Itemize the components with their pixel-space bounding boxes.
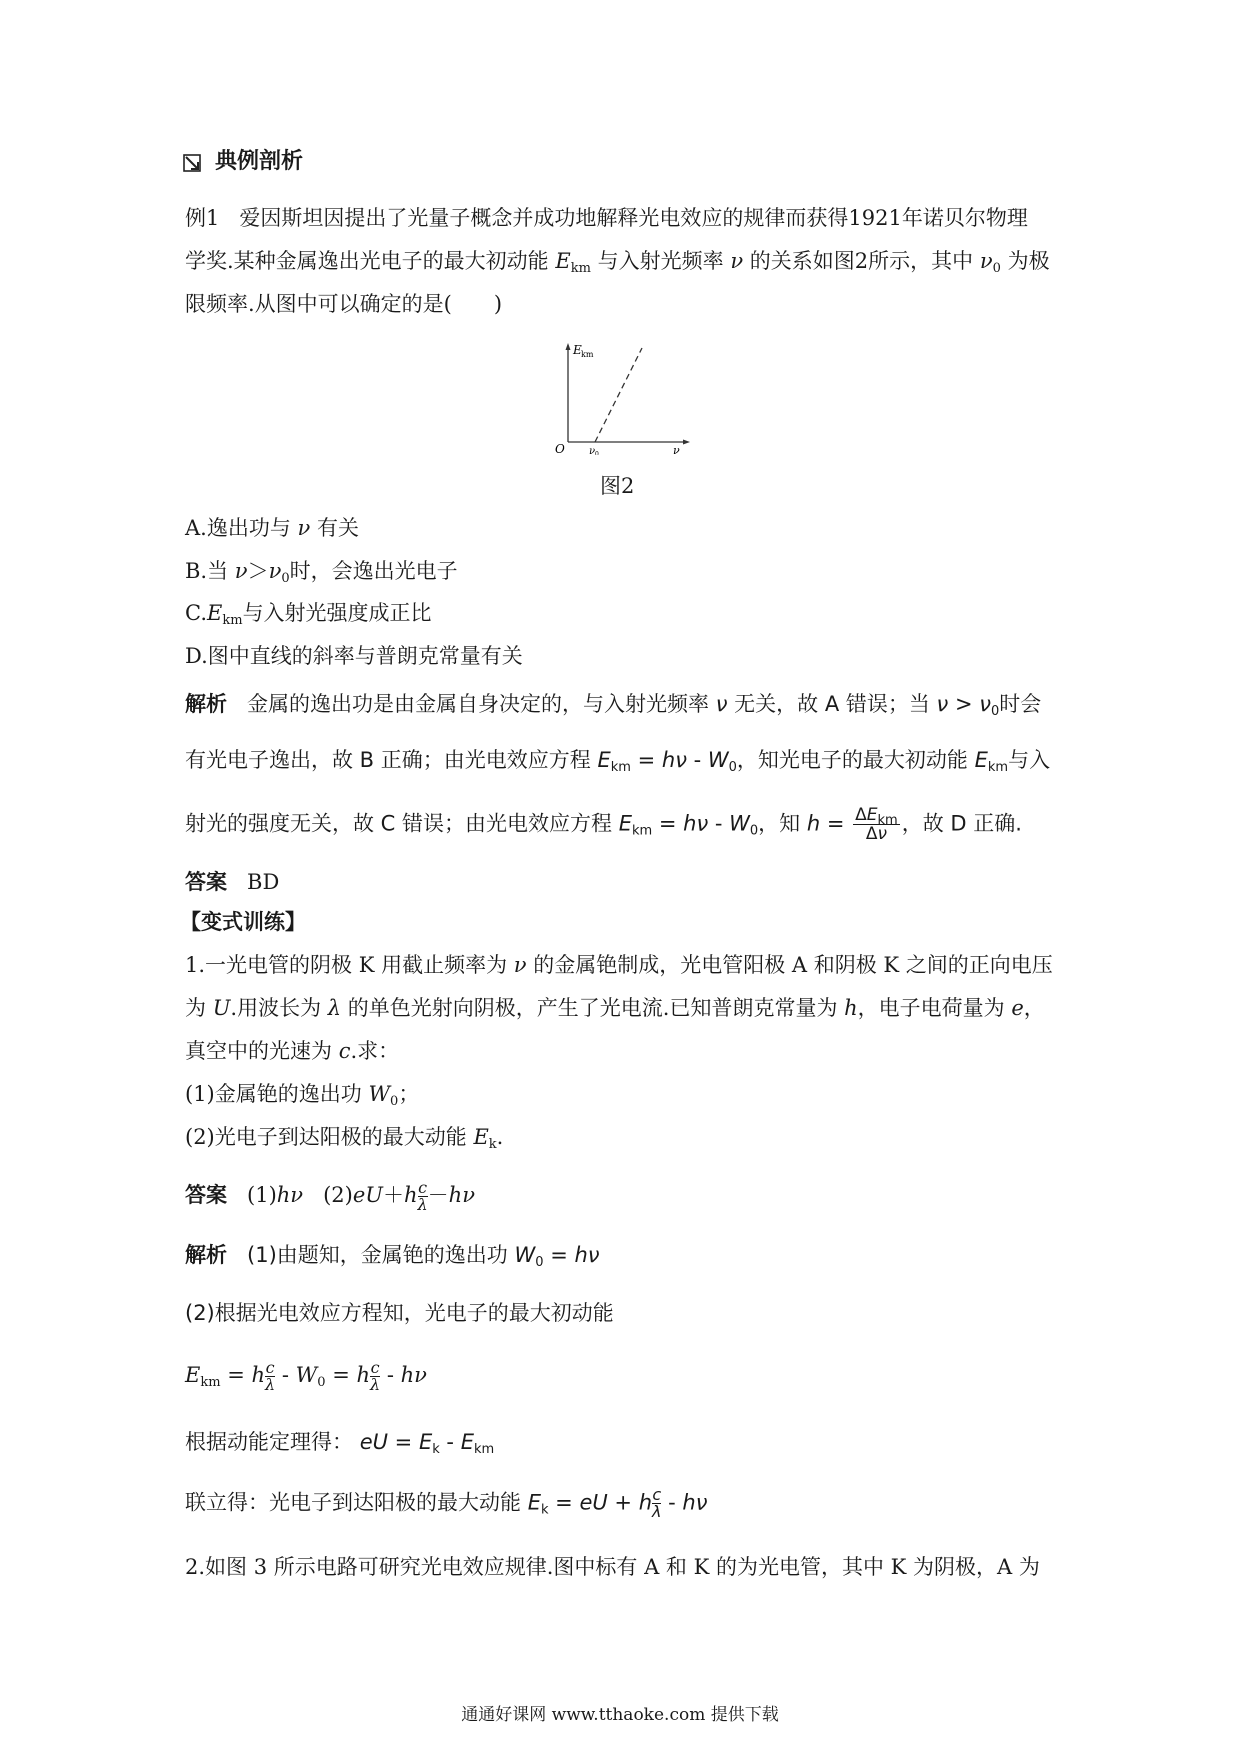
- q2-line-1: 2.如图 3 所示电路可研究光电效应规律.图中标有 A 和 K 的为光电管，其中 K 为阴极，A 为: [185, 1555, 1040, 1579]
- q1-part-1: (1)金属铯的逸出功 $W_0$；: [185, 1082, 420, 1109]
- y-axis-label: E: [573, 343, 582, 357]
- x-tick-label: ν: [589, 446, 596, 455]
- variant-title: 【变式训练】: [180, 910, 306, 934]
- analysis2-label: 解析: [185, 1243, 227, 1267]
- answer1-label: 答案: [185, 870, 227, 894]
- footer: 通通好课网 www.tthaoke.com 提供下载: [461, 1705, 779, 1725]
- q1-line-2: 为 U.用波长为 λ 的单色光射向阴极，产生了光电流.已知普朗克常量为 h，电子电荷量为 e，: [185, 996, 1045, 1020]
- option-d: D.图中直线的斜率与普朗克常量有关: [185, 644, 523, 668]
- figure-caption: 图2: [600, 474, 635, 498]
- x-axis-arrow: [683, 440, 690, 445]
- answer1: [185, 867, 279, 897]
- y-axis-arrow: [566, 343, 571, 350]
- y-axis-label-sub: km: [581, 350, 594, 359]
- example-label: 例1: [185, 206, 220, 230]
- answer1-value: BD: [247, 870, 280, 894]
- analysis1-line-1: 解析 金属的逸出功是由金属自身决定的，与入射光频率 ν 无关，故 A 错误；当 $\nu > \nu_0$时会: [185, 692, 1042, 719]
- answer2: 答案 (1)hν (2)eU＋h $\frac{c}{\lambda}$ －hν: [185, 1178, 475, 1214]
- answer2-label: 答案: [185, 1183, 227, 1207]
- analysis2-line-1: 解析 (1)由题知，金属铯的逸出功 $W_0 = h\nu$: [185, 1243, 600, 1270]
- analysis2-line-2: (2)根据光电效应方程知，光电子的最大初动能: [185, 1301, 614, 1325]
- analysis1-line-2: 有光电子逸出，故 B 正确；由光电效应方程 $E_{km} = h\nu - W_0$，知光电子的最大初动能 $E_{km}$与入: [185, 748, 1051, 775]
- analysis2-equation: $E_{km} = h$ $\frac{c}{\lambda}$ - $W_0 = h$ $\frac{c}{\lambda}$ - hν: [185, 1358, 427, 1394]
- analysis2-line-4: 根据动能定理得： eU = $E_k - E_{km}$: [185, 1430, 495, 1457]
- option-c: $C.E_{km}$与入射光强度成正比: [185, 601, 432, 628]
- section-marker-icon: [183, 154, 201, 172]
- x-axis-label: ν: [673, 444, 680, 455]
- example-line-2: 学奖.某种金属逸出光电子的最大初动能 $E_{km}$ 与入射光频率 ν 的关系如图2所示，其中 $\nu_0$ 为极: [185, 249, 1050, 276]
- q1-part-2: (2)光电子到达阳极的最大动能 $E_k$.: [185, 1125, 504, 1152]
- q1-line-3: 真空中的光速为 c.求：: [185, 1039, 400, 1063]
- example-line-1: 例1 爱因斯坦因提出了光量子概念并成功地解释光电效应的规律而获得1921年诺贝尔物理: [185, 206, 1028, 230]
- ekm-frequency-graph: [545, 340, 695, 455]
- example-line-3: 限频率.从图中可以确定的是( ): [185, 292, 503, 316]
- ekm-line: [595, 348, 642, 442]
- origin-label: O: [555, 442, 565, 455]
- analysis1-line-3: 射光的强度无关，故 C 错误；由光电效应方程 $E_{km} = h\nu - W_0$，知 h = $\frac{\Delta E_{km}}{\Delta\nu}$ ，故 D 正确.: [185, 805, 1022, 844]
- option-b: B.当 $\nu>\nu_0$时，会逸出光电子: [185, 559, 458, 586]
- analysis1-label: 解析: [185, 692, 227, 716]
- analysis2-line-5: 联立得：光电子到达阳极的最大动能 $E_k$ = eU + h $\frac{c}{\lambda}$ - hν: [185, 1485, 708, 1521]
- planck-fraction: $\frac{\Delta E_{km}}{\Delta\nu}$: [855, 805, 898, 844]
- section-title: 典例剖析: [215, 149, 304, 174]
- q1-line-1: 1.一光电管的阴极 K 用截止频率为 ν 的金属铯制成，光电管阳极 A 和阴极 K 之间的正向电压: [185, 953, 1053, 977]
- option-a: A.逸出功与 ν 有关: [185, 516, 359, 540]
- x-tick-label-sub: 0: [595, 451, 599, 455]
